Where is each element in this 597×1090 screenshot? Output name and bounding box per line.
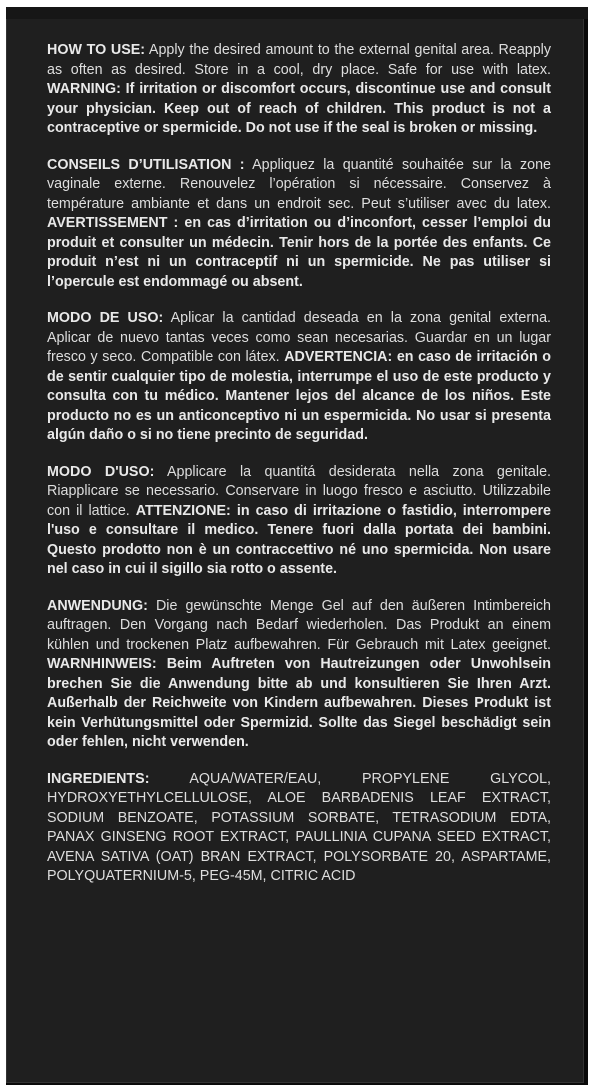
warning-heading: WARNING: (47, 81, 121, 97)
section-heading: MODO DE USO: (47, 310, 164, 326)
warning-heading: ADVERTENCIA: (284, 349, 393, 365)
ingredients-list: AQUA/WATER/EAU, PROPYLENE GLYCOL, HYDROXYETHYLCELLULOSE, ALOE BARBADENIS LEAF EXTRACT, SODIUM BENZOATE, POTASSIUM SORBATE, TETRASODIUM EDTA, PANAX GINSENG ROOT EXTRACT, PAULLINIA CUPANA SEED EXTRACT, AVENA SATIVA (OAT) BRAN EXTRACT, POLYSORBATE 20, ASPARTAME, POLYQUATERNIUM-5, PEG-45M, CITRIC ACID (47, 770, 551, 884)
section-instructions: Apply the desired amount to the external genital area. Reapply as often as desired. Store in a cool, dry place. Safe for use with latex. (47, 42, 552, 78)
section-ingredients (47, 770, 551, 887)
warning-text: in caso di irritazione o fastidio, interrompere l'uso e consultare il medico. Tenere fuori dalla portata dei bambini. Questo prodotto non è un contraccettivo né uno spermicida. Non usare nel caso in cui il sigillo sia rotto o assente. (47, 502, 551, 577)
section-spanish (47, 309, 551, 446)
warning-text: Beim Auftreten von Hautreizungen oder Unwohlsein brechen Sie die Anwendung bitte ab und konsultieren Sie Ihren Arzt. Außerhalb der Reichweite von Kindern aufbewahren. Dieses Produkt ist kein Verhütungsmittel oder Spermizid. Sollte das Siegel beschädigt sein oder fehlen, nicht verwenden. (47, 656, 551, 750)
section-heading: CONSEILS D’UTILISATION : (47, 156, 245, 173)
label-text-block (47, 41, 551, 887)
section-instructions: Appliquez la quantité souhaitée sur la zone vaginale externe. Renouvelez l’opération si nécessaire. Conservez à température ambiante et dans un endroit sec. Peut s’utiliser avec du latex. (47, 156, 551, 212)
ingredients-heading: INGREDIENTS: (47, 770, 150, 787)
section-german (47, 597, 551, 753)
warning-heading: ATTENZIONE: (135, 502, 231, 519)
warning-text: If irritation or discomfort occurs, discontinue use and consult your physician. Keep out of reach of children. This product is not a contraceptive or spermicide. Do not use if the seal is broken or missing. (47, 81, 551, 136)
warning-text: en caso de irritación o de sentir cualquier tipo de molestia, interrumpe el uso de este producto y consulta con tu médico. Mantener lejos del alcance de los niños. Este producto no es un anticonceptivo ni un espermicida. No usar si presenta algún daño o si no tiene precinto de seguridad. (47, 349, 551, 443)
section-heading: MODO D'USO: (47, 463, 155, 480)
section-french (47, 156, 551, 293)
section-english (47, 41, 551, 139)
warning-heading: AVERTISSEMENT : (47, 215, 179, 231)
section-instructions: Aplicar la cantidad deseada en la zona genital externa. Aplicar de nuevo tantas veces como sean necesarias. Guardar en un lugar fresco y seco. Compatible con látex. (47, 310, 551, 365)
section-heading: ANWENDUNG: (47, 597, 148, 614)
section-heading: HOW TO USE: (47, 42, 146, 58)
section-instructions: Applicare la quantitá desiderata nella zona genitale. Riapplicare se necessario. Conservare in luogo fresco e asciutto. Utilizzabile con il lattice. (47, 463, 551, 519)
section-instructions: Die gewünschte Menge Gel auf den äußeren Intimbereich auftragen. Den Vorgang nach Bedarf wiederholen. Das Produkt an einem kühlen und trockenen Platz aufbewahren. Für Gebrauch mit Latex geeignet. (47, 597, 551, 653)
warning-text: en cas d’irritation ou d’inconfort, cesser l’emploi du produit et consulter un médecin. Tenir hors de la portée des enfants. Ce produit n’est ni un contraceptif ni un spermicide. Ne pas utiliser si l’opercule est endommagé ou absent. (47, 215, 551, 290)
section-italian (47, 463, 551, 580)
warning-heading: WARNHINWEIS: (47, 656, 157, 672)
package-top-edge (6, 7, 588, 19)
